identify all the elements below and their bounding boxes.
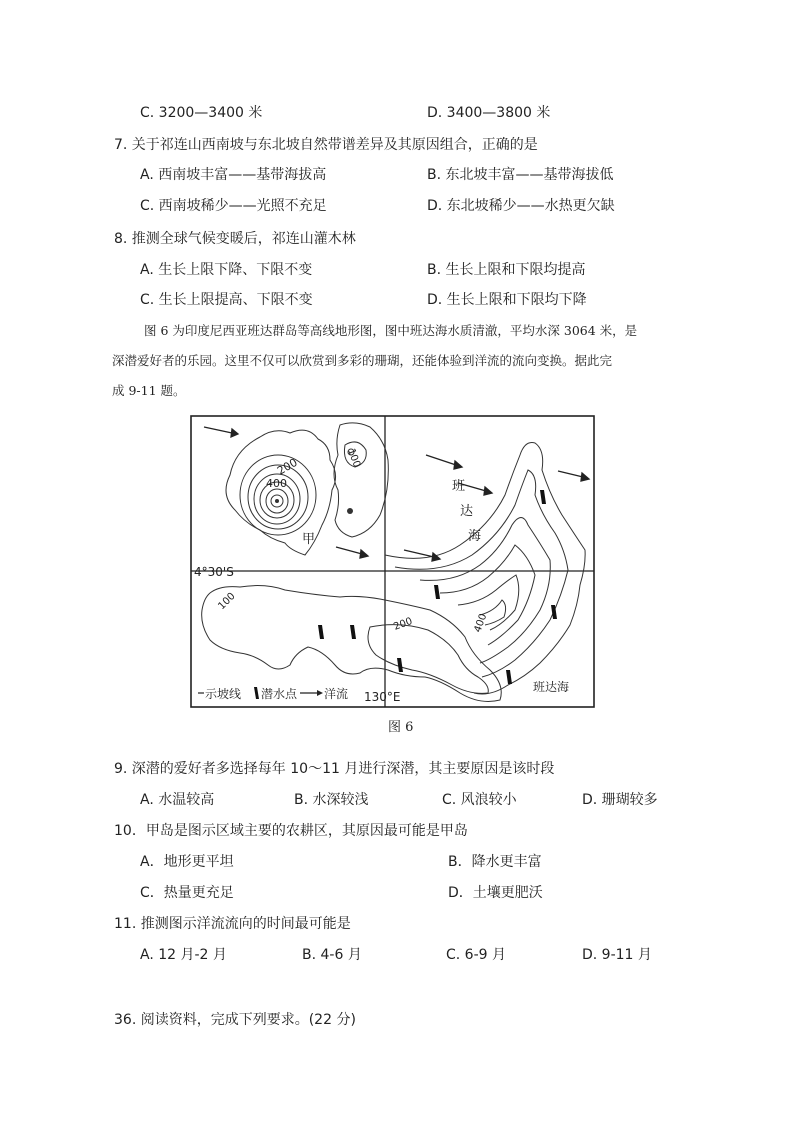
map-legend	[198, 686, 348, 701]
q9-option-c: C. 风浪较小	[442, 792, 517, 808]
q11-option-c: C. 6-9 月	[446, 947, 506, 963]
latitude-label: 4°30'S	[194, 565, 234, 579]
banda-sea-label-2: 达	[460, 504, 474, 519]
island-contour-label-400: 400	[266, 477, 287, 490]
q10-stem: 10．甲岛是图示区域主要的农耕区，其原因最可能是甲岛	[114, 823, 468, 839]
map-frame	[191, 416, 594, 707]
q11-option-d: D. 9-11 月	[582, 947, 652, 963]
intro-line-3: 成 9-11 题。	[112, 383, 186, 398]
q8-stem: 8. 推测全球气候变暖后，祁连山灌木林	[114, 231, 356, 247]
legend-current-label: 洋流	[324, 687, 349, 701]
q6-option-d: D. 3400—3800 米	[427, 105, 551, 121]
south-contour-label-100: 100	[216, 590, 238, 613]
q10-option-a: A．地形更平坦	[140, 854, 234, 870]
q10-option-b: B．降水更丰富	[448, 854, 542, 870]
q11-stem: 11. 推测图示洋流流向的时间最可能是	[114, 916, 351, 932]
q9-option-a: A. 水温较高	[140, 792, 215, 808]
q36-stem: 36. 阅读资料，完成下列要求。(22 分)	[114, 1012, 356, 1028]
q10-option-d: D．土壤更肥沃	[448, 885, 543, 901]
q8-option-c: C. 生长上限提高、下限不变	[140, 292, 313, 308]
banda-islands-contour-map	[190, 415, 595, 708]
q7-stem: 7. 关于祁连山西南坡与东北坡自然带谱差异及其原因组合，正确的是	[114, 137, 538, 153]
q11-option-a: A. 12 月-2 月	[140, 947, 227, 963]
q8-option-a: A. 生长上限下降、下限不变	[140, 262, 313, 278]
figure-intro-paragraph	[112, 316, 682, 406]
figure-caption: 图 6	[388, 720, 414, 735]
south-contour-label-200: 200	[392, 615, 414, 633]
q9-option-d: D. 珊瑚较多	[582, 792, 658, 808]
q7-option-c: C. 西南坡稀少——光照不充足	[140, 198, 327, 214]
island-jia-summit	[275, 499, 279, 503]
central-island-point	[347, 508, 353, 514]
banda-sea-label-1: 班	[452, 479, 466, 494]
central-island-contour-100: 100	[345, 447, 363, 469]
island-contour-label-200: 200	[275, 455, 300, 478]
intro-line-1: 图 6 为印度尼西亚班达群岛等高线地形图，图中班达海水质清澈，平均水深 3064 米，是	[144, 323, 638, 338]
q6-option-c: C. 3200—3400 米	[140, 105, 263, 121]
island-jia-label: 甲	[302, 532, 316, 547]
q10-option-c: C．热量更充足	[140, 885, 234, 901]
q9-option-b: B. 水深较浅	[294, 792, 369, 808]
q8-option-b: B. 生长上限和下限均提高	[427, 262, 586, 278]
banda-sea-corner-label: 班达海	[533, 680, 570, 694]
q7-option-d: D. 东北坡稀少——水热更欠缺	[427, 198, 615, 214]
legend-dive-point-label: 潜水点	[261, 687, 298, 701]
shelf-contour-label-400: 400	[472, 612, 490, 635]
legend-isobath-label: 示坡线	[205, 687, 242, 701]
q7-option-b: B. 东北坡丰富——基带海拔低	[427, 167, 614, 183]
intro-line-2: 深潜爱好者的乐园。这里不仅可以欣赏到多彩的珊瑚，还能体验到洋流的流向变换。据此完	[112, 353, 613, 368]
banda-sea-label-3: 海	[468, 529, 482, 544]
longitude-label: 130°E	[364, 690, 401, 704]
q7-option-a: A. 西南坡丰富——基带海拔高	[140, 167, 327, 183]
q8-option-d: D. 生长上限和下限均下降	[427, 292, 587, 308]
q11-option-b: B. 4-6 月	[302, 947, 362, 963]
q9-stem: 9. 深潜的爱好者多选择每年 10～11 月进行深潜，其主要原因是该时段	[114, 761, 555, 777]
